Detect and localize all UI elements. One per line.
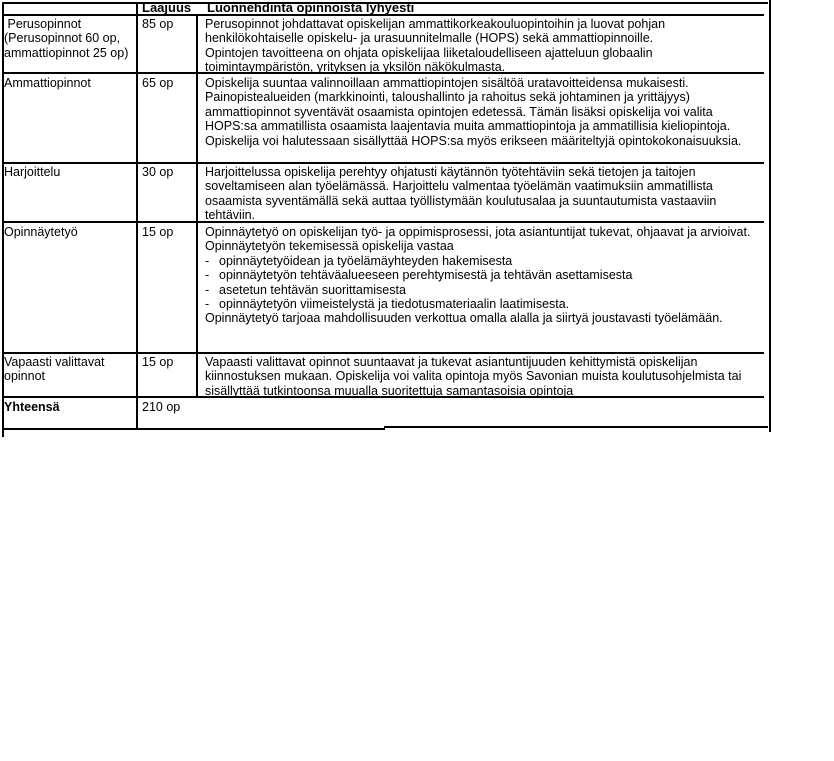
row-vapaasti-valittavat-credits: 15 op: [142, 355, 174, 369]
row-harjoittelu-credits: 30 op: [142, 165, 174, 179]
row-yhteensa-credits: 210 op: [142, 400, 181, 414]
row-opinnaytetyo-description: [205, 225, 762, 326]
list-item-dash: -: [205, 297, 210, 312]
table-divider-row2: [2, 162, 764, 164]
list-item: [205, 254, 762, 268]
list-item-text: opinnäytetyön viimeistelystä ja tiedotusmateriaalin laatimisesta.: [219, 297, 570, 312]
list-item-dash: -: [205, 253, 210, 268]
list-item-dash: -: [205, 268, 210, 283]
paragraph: Perusopinnot johdattavat opiskelijan ammattikorkeakouluopintoihin ja luovat pohjan henkilökohtaiselle opiskelu- ja urasuunnitelmalle (HOPS) sekä ammattiopinnoille.: [205, 17, 666, 46]
column-header-luonnehdinta: Luonnehdinta opinnoista lyhyesti: [207, 0, 415, 15]
paragraph: Opiskelija suuntaa valinnoillaan ammattiopintojen sisältöä uratavoitteidensa mukaisesti. Painopistealueiden (markkinointi, taloushallinto ja rahoitus sekä johtaminen ja yrittäjyys) ammattiopinnot syventävät osaamista opintojen edetessä. Tämän lisäksi opiskelija voi valita HOPS:sa ammatillista osaamista laajentavia muita ammattiopintoja ja ammatillisia kieliopintoja. Opiskelija voi halutessaan sisällyttää HOPS:sa myös erikseen määriteltyjä opintokokonaisuuksia.: [205, 76, 742, 148]
table-border-bottom-right-segment: [384, 426, 768, 428]
table-border-bottom-left-segment: [2, 428, 385, 430]
table-divider-row4: [2, 352, 764, 354]
list-item-text: opinnäytetyön tehtäväalueeseen perehtymisestä ja tehtävän asettamisesta: [219, 268, 633, 283]
row-ammattiopinnot-name: Ammattiopinnot: [4, 76, 91, 90]
list-item-text: opinnäytetyöidean ja työelämäyhteyden hakemisesta: [219, 253, 513, 268]
row-harjoittelu-name: Harjoittelu: [4, 165, 61, 179]
table-border-right: [769, 0, 771, 432]
list-item-text: asetetun tehtävän suorittamisesta: [219, 282, 406, 297]
row-ammattiopinnot-credits: 65 op: [142, 76, 174, 90]
row-harjoittelu-description: [205, 165, 762, 223]
row-perusopinnot-name: Perusopinnot (Perusopinnot 60 op, ammattiopinnot 25 op): [4, 17, 129, 60]
list-item: [205, 297, 762, 311]
row-opinnaytetyo-credits: 15 op: [142, 225, 174, 239]
row-perusopinnot-description: [205, 17, 762, 75]
column-header-laajuus: Laajuus: [142, 0, 192, 15]
list-item-dash: -: [205, 282, 210, 297]
row-yhteensa-name: Yhteensä: [4, 400, 60, 414]
row-vapaasti-valittavat-description: [205, 355, 762, 398]
paragraph: Vapaasti valittavat opinnot suuntaavat ja tukevat asiantuntijuuden kehittymistä opiskelijan kiinnostuksen mukaan. Opiskelija voi valita opintoja myös Savonian muista koulutusohjelmista tai sisällyttää tutkintoonsa muualla suoritettuja samantasoisia opintoja: [205, 355, 742, 398]
row-vapaasti-valittavat-name: Vapaasti valittavat opinnot: [4, 355, 109, 384]
row-ammattiopinnot-description: [205, 76, 762, 148]
row-opinnaytetyo-name: Opinnäytetyö: [4, 225, 78, 239]
paragraph: Harjoittelussa opiskelija perehtyy ohjatusti käytännön työtehtäviin sekä tietojen ja taitojen soveltamiseen alan työelämässä. Harjoittelu valmentaa työelämän vaatimuksiin ammatillista osaamista syventämällä sekä auttaa työllistymään koulutusalaa ja suuntautumista vastaaviin tehtäviin.: [205, 165, 717, 223]
list-item: [205, 283, 762, 297]
paragraph: Opinnäytetyö on opiskelijan työ- ja oppimisprosessi, jota asiantuntijat tukevat, ohjaavat ja arvioivat.: [205, 225, 751, 239]
paragraph: Opintojen tavoitteena on ohjata opiskelijaa liiketaloudelliseen ajatteluun globaalin toimintaympäristön, yrityksen ja yksilön näkökulmasta.: [205, 45, 653, 75]
row-perusopinnot-credits: 85 op: [142, 17, 174, 31]
paragraph: Opinnäytetyön tekemisessä opiskelija vastaa: [205, 239, 454, 254]
table-divider-col1-col2: [136, 2, 138, 429]
paragraph: Opinnäytetyö tarjoaa mahdollisuuden verkottua omalla alalla ja siirtyä joustavasti työelämään.: [205, 311, 723, 326]
list-item: [205, 268, 762, 282]
